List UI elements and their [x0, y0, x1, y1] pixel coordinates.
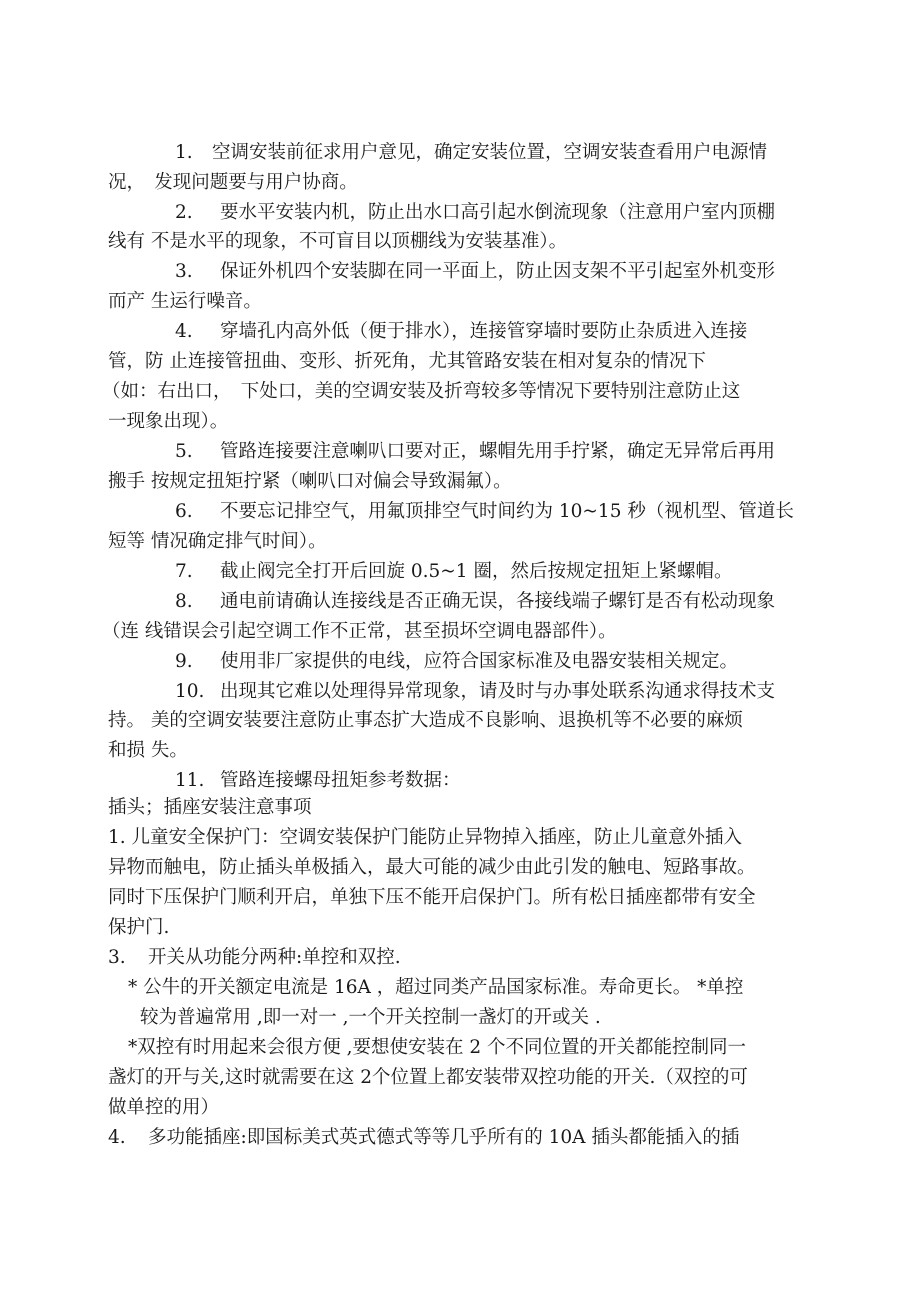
item-text: 要水平安装内机，防止出水口高引起水倒流现象（注意用户室内顶棚: [220, 202, 776, 223]
item-3-line: [0, 258, 920, 286]
item-number: 3.: [175, 261, 193, 282]
plug-p3-sub-line: [0, 1004, 920, 1032]
item-1-line: [0, 139, 920, 167]
item-10-line: [0, 707, 920, 735]
item-number: 4.: [108, 1127, 126, 1148]
item-5-line: [0, 438, 920, 466]
plug-p1-line: [0, 854, 920, 882]
section-heading: [0, 794, 920, 822]
item-number: 5.: [175, 441, 193, 462]
plug-p3-sub-line: [0, 974, 920, 1002]
para-text: 较为普遍常用 ,即一对一 ,一个开关控制一盏灯的开或关 .: [140, 1007, 601, 1028]
item-number: 11.: [175, 770, 205, 791]
item-6-line: [0, 528, 920, 556]
item-text: 通电前请确认连接线是否正确无误，各接线端子螺钉是否有松动现象: [220, 591, 776, 612]
item-4-line: [0, 408, 920, 436]
item-text: 保证外机四个安装脚在同一平面上，防止因支架不平引起室外机变形: [220, 261, 776, 282]
item-text: 截止阀完全打开后回旋 0.5~1 圈，然后按规定扭矩上紧螺帽。: [220, 561, 733, 582]
item-number: 6.: [175, 501, 193, 522]
item-4-line: [0, 378, 920, 406]
item-9-line: [0, 648, 920, 676]
item-7-line: [0, 558, 920, 586]
item-number: 7.: [175, 561, 193, 582]
item-text: （如：右出口， 下处口，美的空调安装及折弯较多等情况下要特别注意防止这: [102, 381, 741, 402]
item-text: 搬手 按规定扭矩拧紧（喇叭口对偏会导致漏氟）。: [108, 471, 512, 492]
item-text: 线有 不是水平的现象，不可盲目以顶棚线为安装基准）。: [108, 231, 568, 252]
item-4-line: [0, 348, 920, 376]
para-text: *双控有时用起来会很方便 ,要想使安装在 2 个不同位置的开关都能控制同一: [128, 1037, 747, 1058]
para-text: 保护门.: [108, 917, 170, 938]
para-text: 1. 儿童安全保护门：空调安装保护门能防止异物掉入插座，防止儿童意外插入: [108, 827, 743, 848]
item-text: 管路连接螺母扭矩参考数据：: [220, 770, 461, 791]
item-text: 持。 美的空调安装要注意防止事态扩大造成不良影响、退换机等不必要的麻烦: [108, 710, 743, 731]
plug-p3-sub-line: [0, 1064, 920, 1092]
para-text: 同时下压保护门顺利开启，单独下压不能开启保护门。所有松日插座都带有安全: [108, 887, 756, 908]
item-number: 1.: [175, 142, 193, 163]
item-text: （连 线错误会引起空调工作不正常，甚至损坏空调电器部件）。: [102, 621, 617, 642]
item-text: 出现其它难以处理得异常现象，请及时与办事处联系沟通求得技术支: [220, 681, 776, 702]
para-text: 开关从功能分两种:单控和双控.: [148, 947, 401, 968]
item-3-line: [0, 288, 920, 316]
item-8-line: [0, 618, 920, 646]
item-number: 9.: [175, 651, 193, 672]
item-text: 使用非厂家提供的电线，应符合国家标准及电器安装相关规定。: [220, 651, 739, 672]
para-text: 多功能插座:即国标美式英式德式等等几乎所有的 10A 插头都能插入的插: [148, 1127, 740, 1148]
plug-p1-line: [0, 884, 920, 912]
item-number: 8.: [175, 591, 193, 612]
item-text: 而产 生运行噪音。: [108, 291, 262, 312]
item-number: 3.: [108, 947, 126, 968]
item-2-line: [0, 199, 920, 227]
item-text: 况， 发现问题要与用户协商。: [108, 172, 358, 193]
item-number: 2.: [175, 202, 193, 223]
item-text: 空调安装前征求用户意见，确定安装位置，空调安装查看用户电源情: [212, 142, 768, 163]
para-text: * 公牛的开关额定电流是 16A ，超过同类产品国家标准。寿命更长。 *单控: [128, 977, 744, 998]
item-10-line: [0, 737, 920, 765]
para-text: 做单控的用）: [108, 1097, 220, 1118]
item-text: 和损 失。: [108, 740, 188, 761]
item-text: 一现象出现）。: [108, 411, 229, 432]
item-text: 管路连接要注意喇叭口要对正，螺帽先用手拧紧，确定无异常后再用: [220, 441, 776, 462]
item-5-line: [0, 468, 920, 496]
item-1-line: [0, 169, 920, 197]
plug-p3-sub-line: [0, 1094, 920, 1122]
item-text: 管，防 止连接管扭曲、变形、折死角，尤其管路安装在相对复杂的情况下: [108, 351, 706, 372]
item-11-line: [0, 767, 920, 795]
item-6-line: [0, 498, 920, 526]
plug-p3-sub-line: [0, 1034, 920, 1062]
item-number: 10.: [175, 681, 205, 702]
item-8-line: [0, 588, 920, 616]
item-2-line: [0, 228, 920, 256]
item-text: 短等 情况确定排气时间）。: [108, 531, 327, 552]
plug-p4-line: [0, 1124, 920, 1152]
para-text: 异物而触电，防止插头单极插入，最大可能的减少由此引发的触电、短路事故。: [108, 857, 756, 878]
item-4-line: [0, 318, 920, 346]
para-text: 盏灯的开与关,这时就需要在这 2个位置上都安装带双控功能的开关.（双控的可: [108, 1067, 748, 1088]
plug-p1-line: [0, 824, 920, 852]
plug-p3-line: [0, 944, 920, 972]
item-text: 不要忘记排空气，用氟顶排空气时间约为 10~15 秒（视机型、管道长: [220, 501, 794, 522]
item-10-line: [0, 678, 920, 706]
item-number: 4.: [175, 321, 193, 342]
item-text: 穿墙孔内高外低（便于排水），连接管穿墙时要防止杂质进入连接: [220, 321, 748, 342]
plug-p1-line: [0, 914, 920, 942]
heading-text: 插头；插座安装注意事项: [108, 797, 312, 818]
